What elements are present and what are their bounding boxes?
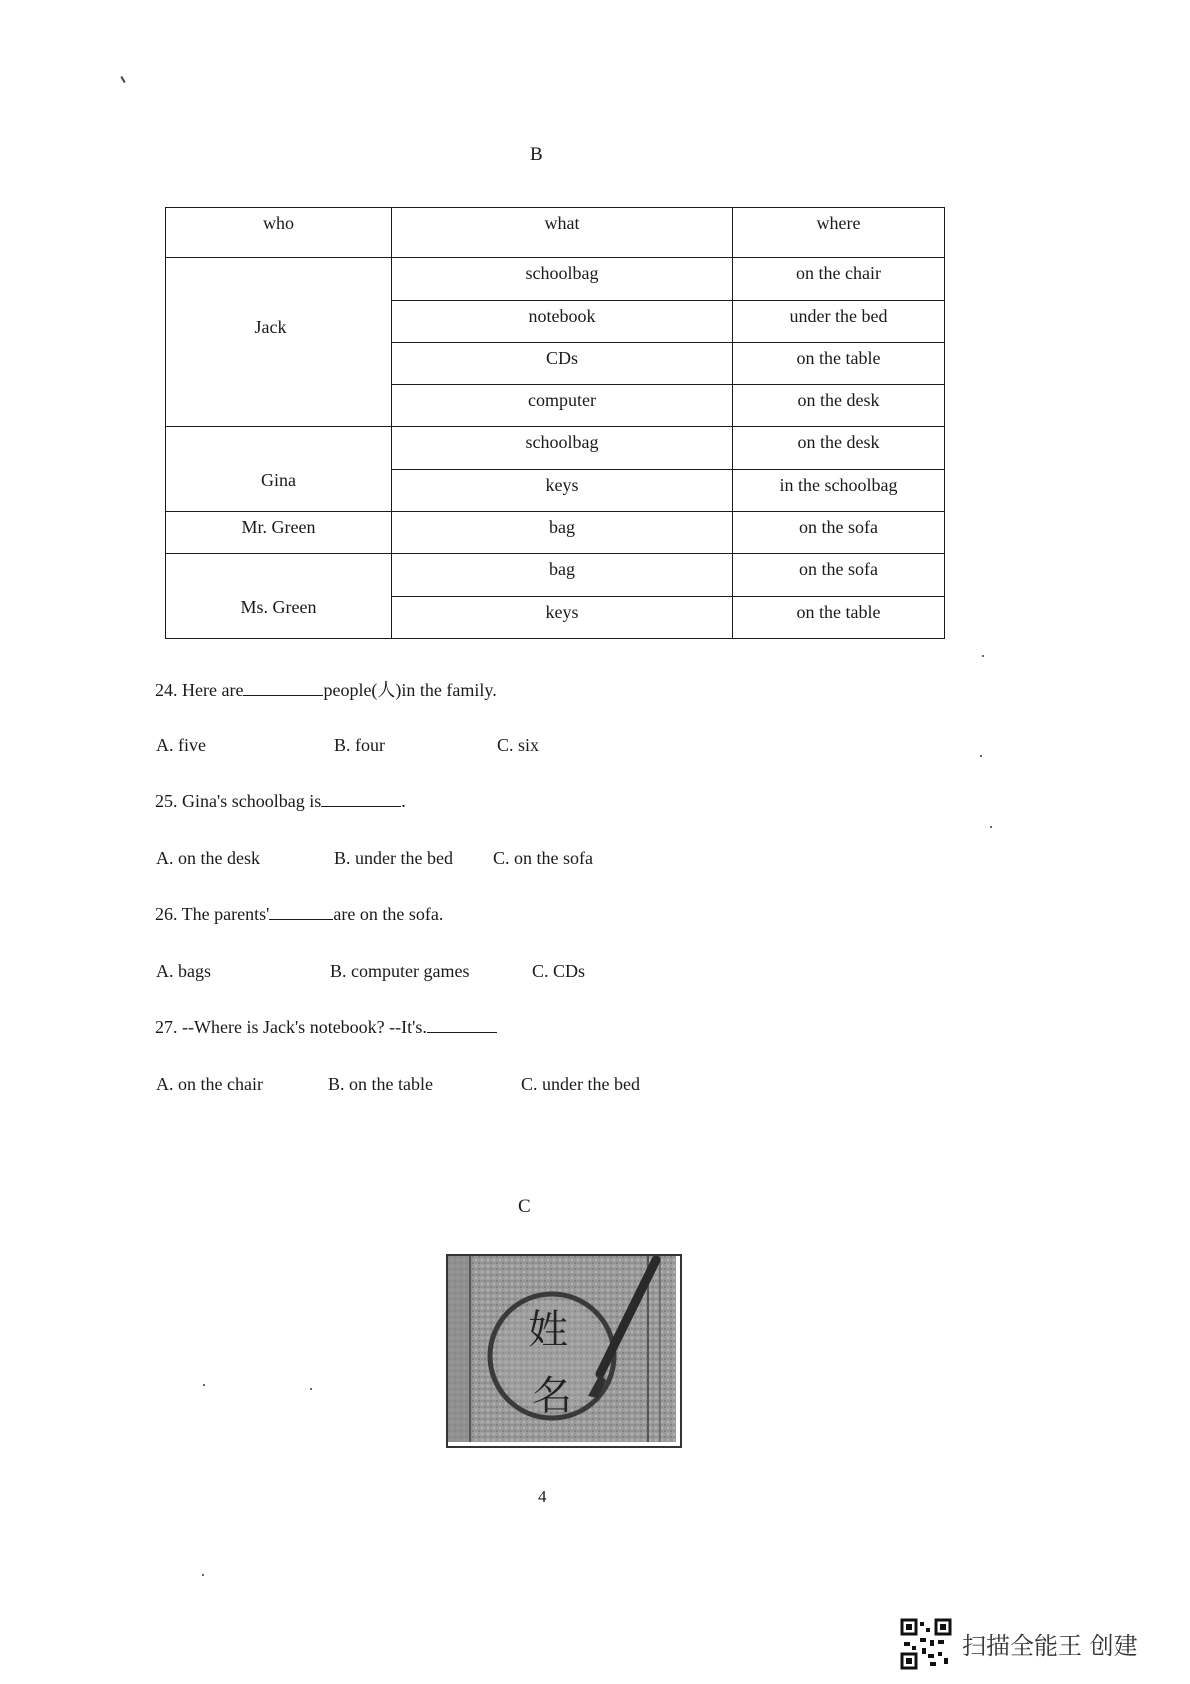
where-cell: on the desk [733, 427, 945, 469]
question-text: people(人)in the family. [323, 680, 497, 700]
scan-speck [990, 826, 992, 828]
scan-speck [202, 1574, 204, 1576]
option-b: B. on the table [328, 1074, 433, 1094]
answer-blank [321, 805, 401, 807]
option-c: C. six [497, 735, 540, 755]
option-b: B. four [334, 735, 385, 755]
header-where: where [733, 208, 945, 258]
option-b: B. computer games [330, 961, 470, 981]
option-c: C. CDs [532, 961, 586, 981]
where-cell: on the desk [733, 385, 945, 427]
where-cell: on the sofa [733, 554, 945, 596]
header-who: who [166, 208, 392, 258]
what-cell: schoolbag [392, 258, 733, 300]
table-row [166, 258, 945, 300]
who-cell-gina: Gina [166, 427, 392, 512]
table-header-row [166, 208, 945, 258]
answer-blank [243, 694, 323, 696]
scan-speck [980, 755, 982, 757]
scan-speck [203, 1384, 205, 1386]
table-row [166, 554, 945, 596]
where-cell: under the bed [733, 300, 945, 342]
header-what: what [392, 208, 733, 258]
question-27 [155, 1017, 497, 1038]
who-cell-mr-green: Mr. Green [166, 512, 392, 554]
question-text: are on the sofa. [333, 904, 444, 924]
where-cell: on the chair [733, 258, 945, 300]
option-b: B. under the bed [334, 848, 453, 868]
answer-blank [427, 1031, 497, 1033]
option-a: A. bags [156, 961, 211, 981]
where-cell: on the table [733, 596, 945, 638]
who-cell-jack: Jack [166, 258, 392, 427]
question-26 [155, 904, 443, 925]
what-cell: bag [392, 554, 733, 596]
question-25 [155, 791, 406, 812]
what-cell: keys [392, 469, 733, 511]
table-row [166, 512, 945, 554]
where-cell: in the schoolbag [733, 469, 945, 511]
what-cell: CDs [392, 342, 733, 384]
what-cell: keys [392, 596, 733, 638]
option-a: A. on the desk [156, 848, 260, 868]
question-text: 25. Gina's schoolbag is [155, 791, 322, 811]
question-text: 24. Here are [155, 680, 244, 700]
name-char-2: 名 [532, 1373, 572, 1419]
items-table [165, 207, 945, 639]
question-text: 27. --Where is Jack's notebook? --It's. [155, 1017, 427, 1037]
answer-blank [269, 918, 333, 920]
section-b-label: B [530, 144, 543, 165]
question-24 [155, 676, 497, 702]
what-cell: computer [392, 385, 733, 427]
name-char-1: 姓 [528, 1307, 568, 1353]
what-cell: schoolbag [392, 427, 733, 469]
table-row [166, 427, 945, 469]
where-cell: on the table [733, 342, 945, 384]
option-c: C. under the bed [521, 1074, 640, 1094]
section-c-label: C [518, 1196, 531, 1217]
question-text: . [401, 791, 406, 811]
name-photo [446, 1254, 682, 1448]
scan-speck [982, 655, 984, 657]
option-a: A. on the chair [156, 1074, 263, 1094]
scan-speck [120, 76, 125, 83]
question-text: 26. The parents' [155, 904, 270, 924]
option-a: A. five [156, 735, 206, 755]
what-cell: bag [392, 512, 733, 554]
scan-speck [310, 1388, 312, 1390]
where-cell: on the sofa [733, 512, 945, 554]
who-cell-ms-green: Ms. Green [166, 554, 392, 639]
qr-code-icon [900, 1618, 952, 1670]
scanner-watermark: 扫描全能王 创建 [962, 1632, 1138, 1660]
page-number: 4 [538, 1487, 547, 1506]
what-cell: notebook [392, 300, 733, 342]
option-c: C. on the sofa [493, 848, 593, 868]
